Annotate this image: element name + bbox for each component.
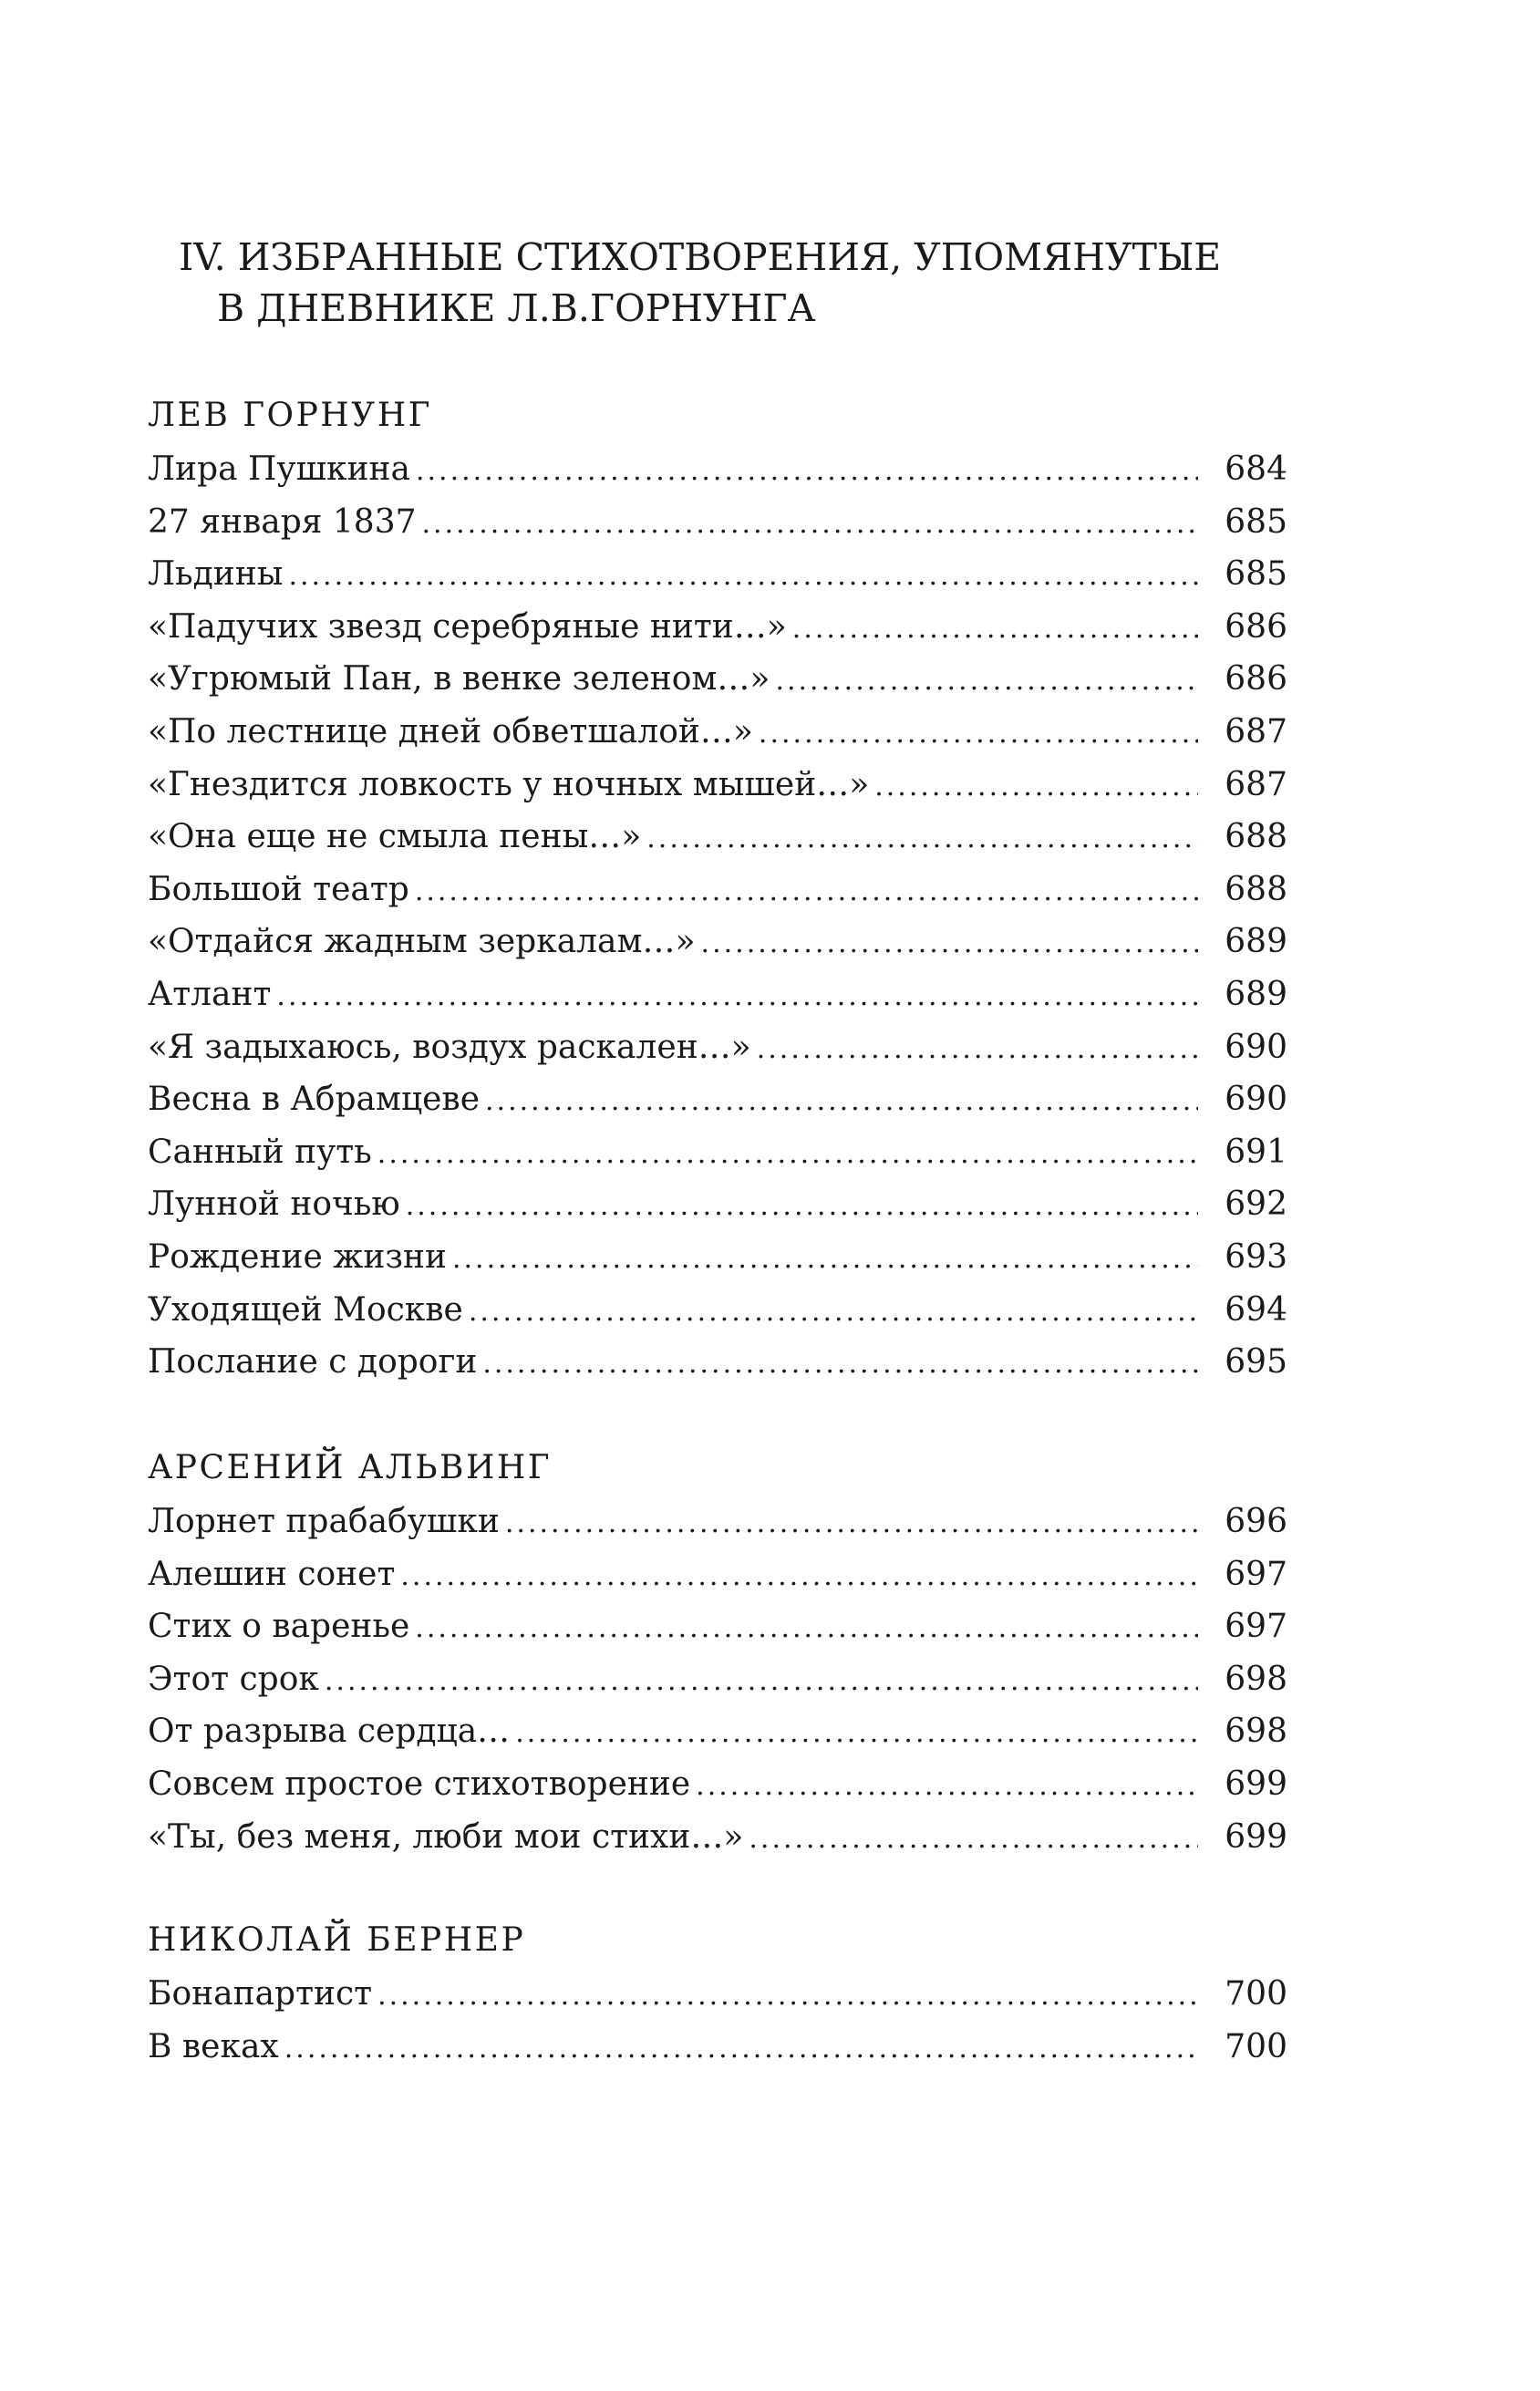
dot-leader <box>284 2023 1198 2075</box>
toc-entry-title: Весна в Абрамцеве <box>148 1081 481 1119</box>
toc-entry <box>148 1496 1287 1548</box>
toc-entry-title: Совсем простое стихотворение <box>148 1765 691 1803</box>
dot-leader <box>646 813 1198 865</box>
toc-entry <box>148 1758 1287 1811</box>
toc-entry <box>148 2021 1287 2074</box>
toc-entry <box>148 1073 1287 1126</box>
dot-leader <box>792 603 1198 656</box>
toc-entry-page-number: 685 <box>1225 555 1287 594</box>
dot-leader <box>276 970 1198 1023</box>
toc-entry-title: В веках <box>148 2027 279 2065</box>
toc-entry <box>148 1021 1287 1074</box>
toc-entry-page-number: 696 <box>1225 1503 1287 1540</box>
toc-entry <box>148 1705 1287 1758</box>
toc-entry-title: Алешин сонет <box>148 1555 396 1593</box>
dot-leader <box>515 1707 1198 1760</box>
section-author-heading: ЛЕВ ГОРНУНГ <box>148 397 432 434</box>
toc-entry <box>148 1968 1287 2021</box>
toc-entry-page-number: 687 <box>1225 712 1287 750</box>
part-title-line-1: IV. ИЗБРАННЫЕ СТИХОТВОРЕНИЯ, УПОМЯНУТЫЕ <box>179 235 1222 279</box>
dot-leader <box>759 708 1198 761</box>
toc-entry-title: «По лестнице дней обветшалой…» <box>148 712 753 750</box>
toc-entry-page-number: 699 <box>1225 1765 1287 1803</box>
toc-entry-page-number: 700 <box>1225 1975 1287 2013</box>
toc-entry-list <box>148 1496 1287 1863</box>
toc-entry-page-number: 692 <box>1225 1185 1287 1224</box>
section-author-heading: АРСЕНИЙ АЛЬВИНГ <box>148 1449 553 1486</box>
dot-leader <box>422 498 1198 551</box>
toc-entry <box>148 811 1287 864</box>
toc-entry-page-number: 689 <box>1225 975 1287 1013</box>
toc-entry-title: «Она еще не смыла пены…» <box>148 818 642 856</box>
toc-entry-title: Уходящей Москве <box>148 1290 463 1329</box>
toc-entry-page-number: 689 <box>1225 923 1287 961</box>
dot-leader <box>377 1128 1198 1181</box>
toc-entry-title: Послание с дороги <box>148 1343 478 1382</box>
dot-leader <box>696 1760 1198 1813</box>
toc-entry <box>148 1336 1287 1389</box>
dot-leader <box>288 550 1198 603</box>
toc-entry-title: Бонапартист <box>148 1975 373 2013</box>
toc-entry <box>148 496 1287 549</box>
toc-entry-title: «Гнездится ловкость у ночных мышей…» <box>148 765 870 803</box>
toc-entry-title: «Падучих звезд серебряные нити…» <box>148 607 787 646</box>
toc-entry-page-number: 690 <box>1225 1081 1287 1119</box>
toc-entry-page-number: 688 <box>1225 818 1287 856</box>
toc-entry-page-number: 700 <box>1225 2027 1287 2065</box>
toc-entry-page-number: 697 <box>1225 1608 1287 1646</box>
dot-leader <box>377 1970 1198 2023</box>
dot-leader <box>485 1075 1198 1128</box>
dot-leader <box>469 1286 1198 1339</box>
toc-entry <box>148 968 1287 1021</box>
toc-entry-page-number: 693 <box>1225 1237 1287 1276</box>
dot-leader <box>415 865 1198 918</box>
section-author-heading: НИКОЛАЙ БЕРНЕР <box>148 1921 526 1959</box>
dot-leader <box>749 1813 1198 1866</box>
toc-entry <box>148 1548 1287 1601</box>
toc-section-alving <box>148 1443 1287 1863</box>
toc-entry-page-number: 687 <box>1225 765 1287 803</box>
toc-entry <box>148 601 1287 654</box>
toc-entry-title: «Ты, без меня, люби мои стихи…» <box>148 1817 744 1856</box>
toc-entry-title: Большой театр <box>148 870 409 908</box>
dot-leader <box>416 445 1198 498</box>
toc-entry-page-number: 695 <box>1225 1343 1287 1382</box>
toc-entry-page-number: 684 <box>1225 450 1287 488</box>
toc-entry-page-number: 690 <box>1225 1028 1287 1066</box>
toc-entry-title: Лорнет прабабушки <box>148 1503 500 1540</box>
toc-entry <box>148 916 1287 968</box>
toc-section-berner <box>148 1915 1287 2073</box>
dot-leader <box>325 1655 1198 1708</box>
toc-entry <box>148 1126 1287 1179</box>
toc-entry-page-number: 697 <box>1225 1555 1287 1593</box>
toc-entry <box>148 1178 1287 1231</box>
toc-entry-title: Лира Пушкина <box>148 450 410 488</box>
toc-entry-title: «Угрюмый Пан, в венке зеленом…» <box>148 660 770 699</box>
dot-leader <box>505 1497 1198 1550</box>
part-title <box>179 232 1227 334</box>
toc-entry <box>148 759 1287 812</box>
toc-entry-title: Санный путь <box>148 1133 372 1171</box>
toc-entry-title: Этот срок <box>148 1660 319 1698</box>
toc-entry-title: От разрыва сердца… <box>148 1713 511 1751</box>
toc-entry-title: «Отдайся жадным зеркалам…» <box>148 923 696 961</box>
dot-leader <box>775 655 1198 708</box>
toc-entry-title: Лунной ночью <box>148 1185 400 1224</box>
dot-leader <box>406 1180 1198 1233</box>
toc-entry-title: Рождение жизни <box>148 1237 447 1276</box>
dot-leader <box>452 1233 1198 1286</box>
dot-leader <box>874 761 1198 813</box>
toc-entry-page-number: 686 <box>1225 607 1287 646</box>
dot-leader <box>400 1550 1198 1603</box>
toc-entry <box>148 443 1287 496</box>
dot-leader <box>757 1023 1198 1076</box>
toc-entry-list <box>148 443 1287 1389</box>
toc-entry-title: «Я задыхаюсь, воздух раскален…» <box>148 1028 751 1066</box>
toc-entry-list <box>148 1968 1287 2073</box>
toc-entry <box>148 1811 1287 1864</box>
dot-leader <box>482 1338 1198 1391</box>
toc-entry-title: Атлант <box>148 975 272 1013</box>
toc-entry <box>148 1600 1287 1653</box>
toc-entry-title: Льдины <box>148 555 284 594</box>
toc-entry <box>148 653 1287 706</box>
toc-entry-page-number: 688 <box>1225 870 1287 908</box>
toc-entry <box>148 706 1287 759</box>
toc-entry <box>148 1653 1287 1706</box>
toc-entry <box>148 864 1287 916</box>
toc-entry-page-number: 694 <box>1225 1290 1287 1329</box>
toc-entry-page-number: 699 <box>1225 1817 1287 1856</box>
toc-entry-page-number: 691 <box>1225 1133 1287 1171</box>
part-title-line-2: В ДНЕВНИКЕ Л.В.ГОРНУНГА <box>217 286 816 330</box>
toc-entry <box>148 1284 1287 1337</box>
toc-entry-page-number: 685 <box>1225 502 1287 541</box>
toc-entry-page-number: 686 <box>1225 660 1287 699</box>
toc-entry-title: 27 января 1837 <box>148 502 417 541</box>
dot-leader <box>415 1602 1198 1655</box>
toc-entry <box>148 548 1287 601</box>
toc-entry-page-number: 698 <box>1225 1713 1287 1751</box>
dot-leader <box>701 917 1198 970</box>
toc-entry <box>148 1231 1287 1284</box>
toc-section-gornung <box>148 390 1287 1389</box>
toc-entry-title: Стих о варенье <box>148 1608 410 1646</box>
toc-entry-page-number: 698 <box>1225 1660 1287 1698</box>
